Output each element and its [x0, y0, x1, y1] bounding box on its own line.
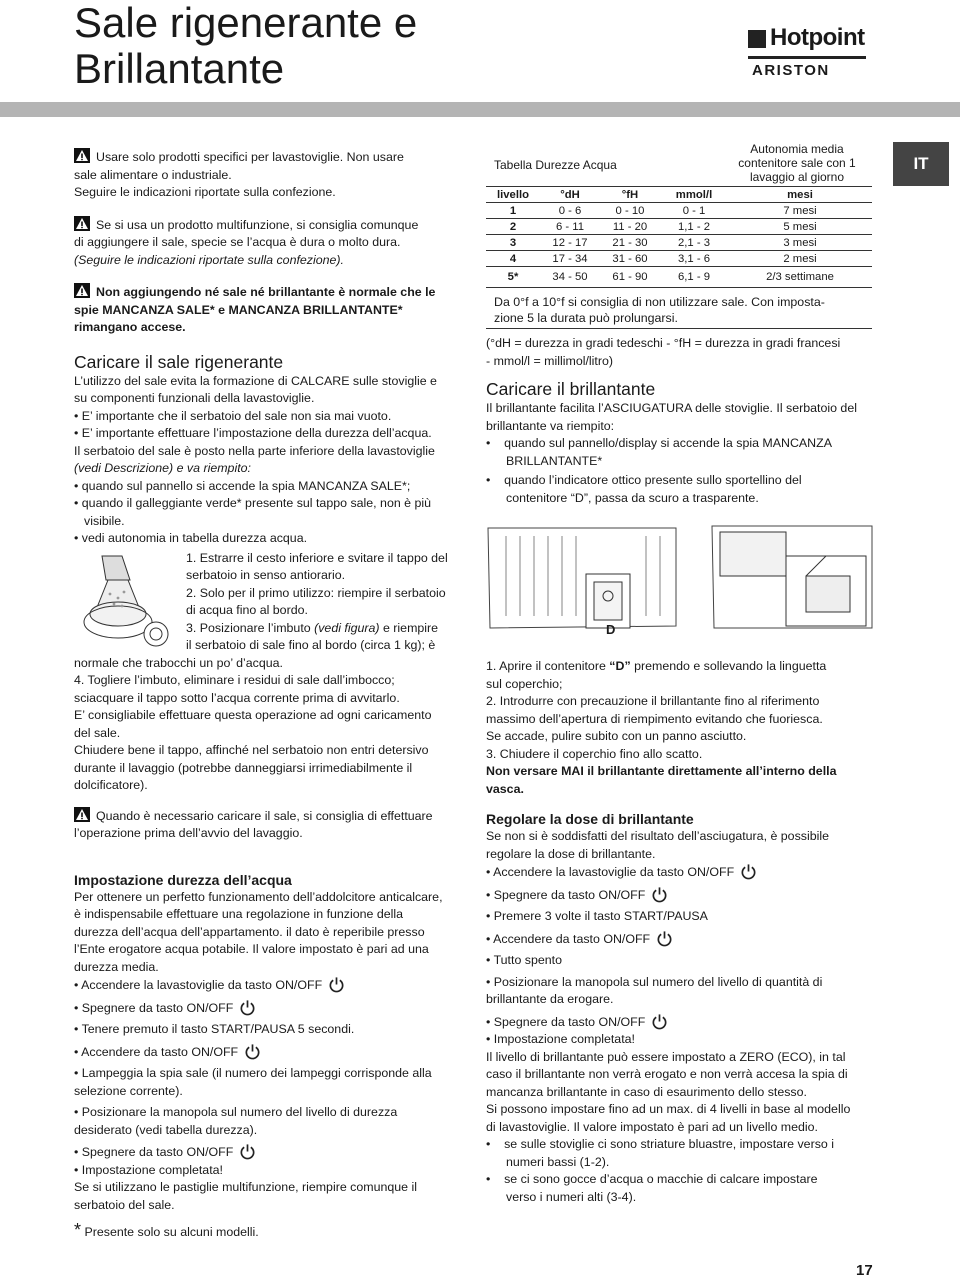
salt-when: • quando il galleggiante verde* presente sul tappo sale, non è più visibile. [74, 496, 432, 528]
title-line-1: Sale rigenerante e [74, 0, 418, 46]
salt-location: Il serbatoio del sale è posto nella parte inferiore della lavastoviglie (vedi Descrizione) e va riempito: [74, 443, 435, 475]
warning-3: Non aggiungendo né sale né brillantante è normale che le spie MANCANZA SALE* e MANCANZA BRILLANTANTE* rimangano accese. [74, 285, 436, 334]
table-title: Tabella Durezze Acqua [494, 158, 617, 172]
rinse-heading: Caricare il brillantante [486, 379, 656, 399]
left-column: Usare solo prodotti specifici per lavastoviglie. Non usare sale alimentare o industriale. Seguire le indicazioni riportate sulla confezione. Se si usa un prodotto multifunzione, si consiglia comunque di aggiungere il sale, specie se l’acqua è dura o molto dura. (Seguire le indicazioni riportate sulla confezione). Non aggiungendo né sale né brillantante è normale che le spie MANCANZA SALE* e MANCANZA BRILLANTANTE* rimangano accese. Caricare il sale rigenerante L’utilizzo del sale evita la formazione di CALCARE sulle stoviglie e su componenti funzionali della lavastoviglie. • E’ importante che il serbatoio del sale non sia mai vuoto. • E’ importante effettuare l’impostazione della durezza dell’acqua. Il serbatoio del sale è posto nella parte inferiore della lavastoviglie (vedi Descrizione) e va riempito: • quando sul pannello si accende la spia MANCANZA SALE*; • quando il galleggiante verde* presente sul tappo sale, non è più visibile. • vedi autonomia in tabella durezza acqua. 1. Estrarre il cesto inferiore e svitare il tappo del serbatoio in senso antiorario. 2. Solo per il primo utilizzo: riempire il serbatoio di acqua fino al bordo. 3. Posizionare l’imbuto (vedi figura) e riempire il serbatoio di sale fino al bordo (circa 1 kg); è normale che trabocchi un po’ d’acqua. 4. Togliere l’imbuto, eliminare i residui di sale dall’imbocco; sciacquare il tappo sotto l’acqua corrente prima di avvitarlo. E’ consigliabile effettuare questa operazione ad ogni caricamento del sale. Chiudere bene il tappo, affinché nel serbatoio non entri detersivo durante il lavaggio (potrebbe danneggiarsi irrimediabilmente il dolcificatore). Quando è necessario caricare il sale, si consiglia di effettuare l’operazione prima dell’avvio del lavaggio. Impostazione durezza dell’acqua Per ottenere un perfetto funzionamento dell’addolcitore anticalcare, è indispensabile effettuare una regolazione in funzione della durezza dell’acqua dell’appartamento. il dato è reperibile presso l’Ente erogatore acqua potabile. Il valore impostato è pari ad una durezza media. • Accendere la lavastoviglie da tasto ON/OFF • Spegnere da tasto ON/OFF • Tenere premuto il tasto START/PAUSA 5 secondi. • Accendere da tasto ON/OFF • Lampeggia la spia sale (il numero dei lampeggi corrisponde alla selezione corrente). • Posizionare la manopola sul numero del livello di durezza desiderato (vedi tabella durezza). • Spegnere da tasto ON/OFF • Impostazione completata! Se si utilizzano le pastiglie multifunzione, riempire comunque il serbatoio del sale. * Presente solo su alcuni modelli. [74, 148, 460, 1242]
table-header [486, 142, 872, 187]
brand-divider [748, 56, 866, 59]
hardness-table: livello °dH °fH mmol/l mesi 1 0 - 6 0 - 10 0 - 1 7 mesi 2 6 - 11 11 - 20 1,1 - 2 5 mesi 3 12 - 17 21 - 30 2,1 - 3 3 mesi 4 17 - 34 31 - 60 3,1 - 6 2 mesi 5* 34 - 50 61 - 90 6,1 - 9 2/3 settimane [486, 187, 872, 288]
table-row: 2 6 - 11 11 - 20 1,1 - 2 5 mesi [486, 219, 872, 235]
hardness-table-block [486, 142, 874, 370]
warning-4: Quando è necessario caricare il sale, si consiglia di effettuare l’operazione prima dell’avvio del lavaggio. [74, 808, 433, 840]
header-bar [0, 102, 960, 117]
power-icon [651, 886, 668, 903]
table-row: 1 0 - 6 0 - 10 0 - 1 7 mesi [486, 203, 872, 219]
salt-when: • vedi autonomia in tabella durezza acqua. [74, 531, 308, 545]
power-icon [239, 999, 256, 1016]
power-icon [239, 1143, 256, 1160]
brand-sub: ARISTON [752, 62, 830, 79]
salt-when: • quando sul pannello si accende la spia MANCANZA SALE*; [74, 478, 411, 493]
rinse-section: Caricare il brillantante Il brillantante facilita l’ASCIUGATURA delle stoviglie. Il serbatoio del brillantante va riempito: • quando sul pannello/display si accende la spia MANCANZA BRILLANTANTE* • quando l’indicatore ottico presente sullo sportellino del contenitore “D”, passa da scuro a trasparente. [486, 378, 874, 507]
table-row: 3 12 - 17 21 - 30 2,1 - 3 3 mesi [486, 235, 872, 251]
salt-intro: L’utilizzo del sale evita la formazione di CALCARE sulle stoviglie e su componenti funzionali della lavastoviglie. [74, 373, 437, 405]
power-icon [328, 976, 345, 993]
warning-1: Usare solo prodotti specifici per lavastoviglie. Non usare sale alimentare o industriale. Seguire le indicazioni riportate sulla confezione. [74, 150, 404, 199]
page-number: 17 [856, 1262, 873, 1279]
warning-icon [74, 216, 90, 231]
table-note: Da 0°f a 10°f si consiglia di non utilizzare sale. Con imposta- zione 5 la durata può prolungarsi. [486, 288, 872, 329]
table-legend: (°dH = durezza in gradi tedeschi - °fH = durezza in gradi francesi - mmol/l = millimol/litro) [486, 336, 841, 368]
title-line-2: Brillantante [74, 45, 285, 92]
dispenser-figure [486, 516, 874, 642]
table-autonomy: Autonomia media contenitore sale con 1 lavaggio al giorno [738, 142, 856, 184]
salt-steps-right: 1. Estrarre il cesto inferiore e svitare il tappo del serbatoio in senso antiorario. 2. Solo per il primo utilizzo: riempire il serbatoio di acqua fino al bordo. 3. Posizionare l’imbuto (vedi figura) e riempire il serbatoio di sale fino al bordo (circa 1 kg); è [186, 550, 448, 652]
warning-icon [74, 807, 90, 822]
salt-steps [74, 550, 460, 655]
salt-funnel-figure [74, 550, 178, 654]
salt-bullet: • E’ importante che il serbatoio del sale non sia mai vuoto. [74, 408, 392, 423]
power-icon [740, 863, 757, 880]
figure-label-d: D [606, 622, 616, 637]
power-icon [651, 1013, 668, 1030]
dose-heading: Regolare la dose di brillantante [486, 811, 694, 827]
salt-heading: Caricare il sale rigenerante [74, 351, 284, 372]
warning-icon [74, 283, 90, 298]
table-row: 5* 34 - 50 61 - 90 6,1 - 9 2/3 settimane [486, 267, 872, 288]
language-tab: IT [893, 142, 949, 186]
warning-2: Se si usa un prodotto multifunzione, si consiglia comunque di aggiungere il sale, specie se l’acqua è dura o molto dura. (Seguire le indicazioni riportate sulla confezione). [74, 217, 419, 267]
rinse-steps: 1. Aprire il contenitore “D” premendo e sollevando la linguetta sul coperchio; 2. Introdurre con precauzione il brillantante fino al riferimento massimo dell’apertura di riempimento evitando che fuoriesca. Se accade, pulire subito con un panno asciutto. 3. Chiudere il coperchio fino allo scatto. Non versare MAI il brillantante direttamente all’interno della vasca. Regolare la dose di brillantante Se non si è soddisfatti del risultato dell’asciugatura, è possibile regolare la dose di brillantante. • Accendere la lavastoviglie da tasto ON/OFF • Spegnere da tasto ON/OFF • Premere 3 volte il tasto START/PAUSA • Accendere da tasto ON/OFF • Tutto spento • Posizionare la manopola sul numero del livello di quantità di brillantante da erogare. • Spegnere da tasto ON/OFF • Impostazione completata! Il livello di brillantante può essere impostato a ZERO (ECO), in tal caso il brillantante non verrà erogato e non verrà accesa la spia di mancanza brillantante in caso di esaurimento dello stesso. Si possono impostare fino ad un max. di 4 livelli in base al modello di lavastoviglie. Il valore impostato è pari ad un livello medio. • se sulle stoviglie ci sono striature bluastre, impostare verso i numeri bassi (1-2). • se ci sono gocce d’acqua o macchie di calcare impostare verso i numeri alti (3-4). [486, 658, 874, 1206]
hardness-heading: Impostazione durezza dell’acqua [74, 871, 292, 888]
table-row: 4 17 - 34 31 - 60 3,1 - 6 2 mesi [486, 251, 872, 267]
salt-bullet: • E’ importante effettuare l’impostazione della durezza dell’acqua. [74, 426, 432, 440]
page-title [74, 0, 417, 92]
warning-icon [74, 148, 90, 163]
brand-logo-mark [748, 30, 766, 48]
power-icon [244, 1043, 261, 1060]
footnote: * Presente solo su alcuni modelli. [74, 1220, 259, 1240]
brand-logo: Hotpoint [770, 24, 865, 51]
power-icon [656, 930, 673, 947]
